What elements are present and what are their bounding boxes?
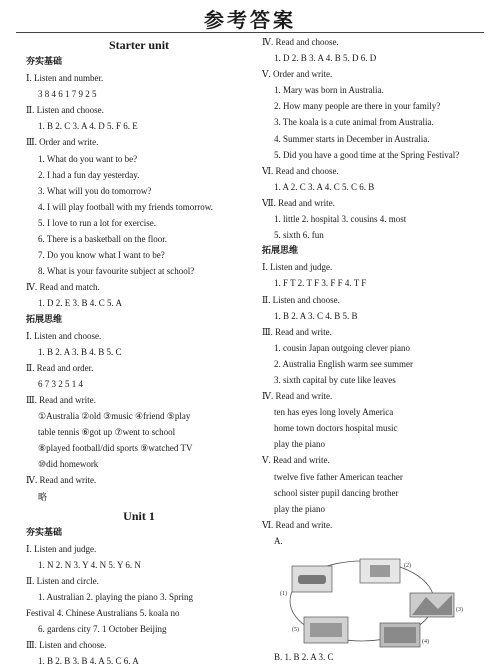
text-line: B. 1. B 2. A 3. C	[274, 652, 334, 662]
building-shape	[310, 623, 342, 637]
text-line: 3 8 4 6 1 7 9 2 5	[38, 89, 97, 100]
text-line: play the piano	[274, 503, 325, 514]
text-line: 6 7 3 2 5 1 4	[38, 378, 83, 389]
section-heading: 拓展思维	[262, 246, 299, 257]
board-shape	[370, 565, 390, 577]
text-line: 3. What will you do tomorrow?	[38, 185, 152, 196]
picture-label: (3)	[456, 607, 463, 613]
text-line: 1. Australian 2. playing the piano 3. Spring	[38, 592, 193, 602]
picture-label: (5)	[292, 627, 299, 633]
section-heading: 夯实基础	[26, 527, 63, 538]
text-line: 1. Mary was born in Australia.	[274, 85, 384, 96]
text-line: twelve five father American teacher	[274, 471, 403, 482]
text-line: 6. There is a basketball on the floor.	[38, 234, 168, 245]
right-column	[262, 36, 488, 667]
text-line: 5. Did you have a good time at the Spring Festival?	[274, 149, 460, 160]
text-line: Ⅰ. Listen and number.	[26, 73, 104, 84]
text-line: 3. sixth capital by cute like leaves	[274, 374, 396, 385]
text-line: 1. B 2. B 3. B 4. A 5. C 6. A	[38, 656, 139, 667]
text-line: ①Australia ②old ③music ④friend ⑤play	[38, 411, 191, 422]
unit-title: Unit 1	[123, 508, 155, 523]
text-line: 4. Summer starts in December in Australia.	[274, 133, 430, 144]
section-heading: 夯实基础	[26, 57, 63, 67]
text-line: 5. sixth 6. fun	[274, 230, 324, 241]
text-line: ⑩did homework	[38, 459, 99, 470]
text-line: 1. cousin Japan outgoing clever piano	[274, 342, 410, 353]
text-line: 1. F T 2. T F 3. F F 4. T F	[274, 278, 367, 289]
text-line: Ⅱ. Read and order.	[26, 362, 94, 373]
text-line: 1. B 2. A 3. C 4. B 5. B	[274, 310, 358, 321]
text-line: Ⅵ. Read and choose.	[262, 165, 339, 176]
title-rule	[16, 32, 484, 33]
text-line: Ⅵ. Read and write.	[262, 519, 333, 530]
text-line: Ⅳ. Read and choose.	[262, 37, 339, 47]
text-line: Ⅰ. Listen and judge.	[262, 262, 333, 273]
text-line: play the piano	[274, 439, 325, 450]
text-line: A.	[274, 535, 283, 546]
text-line: Ⅲ. Listen and choose.	[26, 640, 107, 651]
text-line: 1. A 2. C 3. A 4. C 5. C 6. B	[274, 181, 375, 192]
text-line: 5. I love to run a lot for exercise.	[38, 217, 156, 228]
unit-title: Starter unit	[108, 38, 170, 52]
text-line: Ⅳ. Read and write.	[26, 475, 97, 486]
text-line: Ⅱ. Listen and choose.	[26, 105, 104, 116]
page-title: 参考答案	[204, 8, 296, 32]
picture-label: (4)	[422, 639, 429, 645]
text-line: 1. little 2. hospital 3. cousins 4. most	[274, 214, 407, 225]
text-line: Ⅶ. Read and write.	[262, 197, 335, 208]
left-column	[26, 36, 252, 671]
car-shape	[298, 575, 326, 584]
text-line: ⑧played football/did sports ⑨watched TV	[38, 443, 193, 454]
text-line: 1. B 2. A 3. B 4. B 5. C	[38, 346, 122, 357]
text-line: 8. What is your favourite subject at school?	[38, 266, 195, 277]
text-line: 1. N 2. N 3. Y 4. N 5. Y 6. N	[38, 559, 141, 570]
text-line: 1. What do you want to be?	[38, 153, 138, 164]
text-line: 1. B 2. C 3. A 4. D 5. F 6. E	[38, 121, 138, 132]
picture-label: (2)	[404, 563, 411, 569]
text-line: Ⅳ. Read and match.	[26, 282, 100, 293]
text-line: 4. I will play football with my friends tomorrow.	[38, 201, 213, 212]
text-line: school sister pupil dancing brother	[274, 487, 399, 498]
text-line: Ⅲ. Read and write.	[26, 394, 96, 405]
text-line: Ⅰ. Listen and choose.	[26, 330, 102, 341]
text-line: Ⅲ. Read and write.	[262, 326, 332, 337]
section-heading: 拓展思维	[26, 314, 63, 325]
picture-cycle	[262, 551, 488, 651]
text-line: Festival 4. Chinese Australians 5. koala no	[26, 608, 180, 619]
text-line: Ⅳ. Read and write.	[262, 391, 333, 402]
text-line: home town doctors hospital music	[274, 423, 398, 434]
text-line: Ⅱ. Listen and choose.	[262, 294, 340, 305]
text-line: Ⅰ. Listen and judge.	[26, 543, 97, 554]
picture-label: (1)	[280, 591, 287, 597]
text-line: Ⅱ. Listen and circle.	[26, 575, 99, 586]
text-line: Ⅲ. Order and write.	[26, 137, 99, 148]
text-line: Ⅴ. Order and write.	[262, 69, 333, 80]
text-line: 略	[38, 491, 48, 502]
text-line: Ⅴ. Read and write.	[262, 455, 330, 466]
text-line: 2. I had a fun day yesterday.	[38, 169, 140, 180]
text-line: 2. Australia English warm see summer	[274, 358, 413, 369]
text-line: 1. D 2. E 3. B 4. C 5. A	[38, 298, 123, 309]
classroom-shape	[384, 627, 416, 643]
text-line: 2. How many people are there in your family?	[274, 101, 441, 112]
text-line: 1. D 2. B 3. A 4. B 5. D 6. D	[274, 53, 377, 64]
text-line: ten has eyes long lovely America	[274, 407, 394, 418]
text-line: 3. The koala is a cute animal from Australia.	[274, 117, 434, 128]
text-line: 6. gardens city 7. 1 October Beijing	[38, 624, 167, 635]
text-line: 7. Do you know what I want to be?	[38, 250, 165, 261]
text-line: table tennis ⑥got up ⑦went to school	[38, 427, 176, 438]
